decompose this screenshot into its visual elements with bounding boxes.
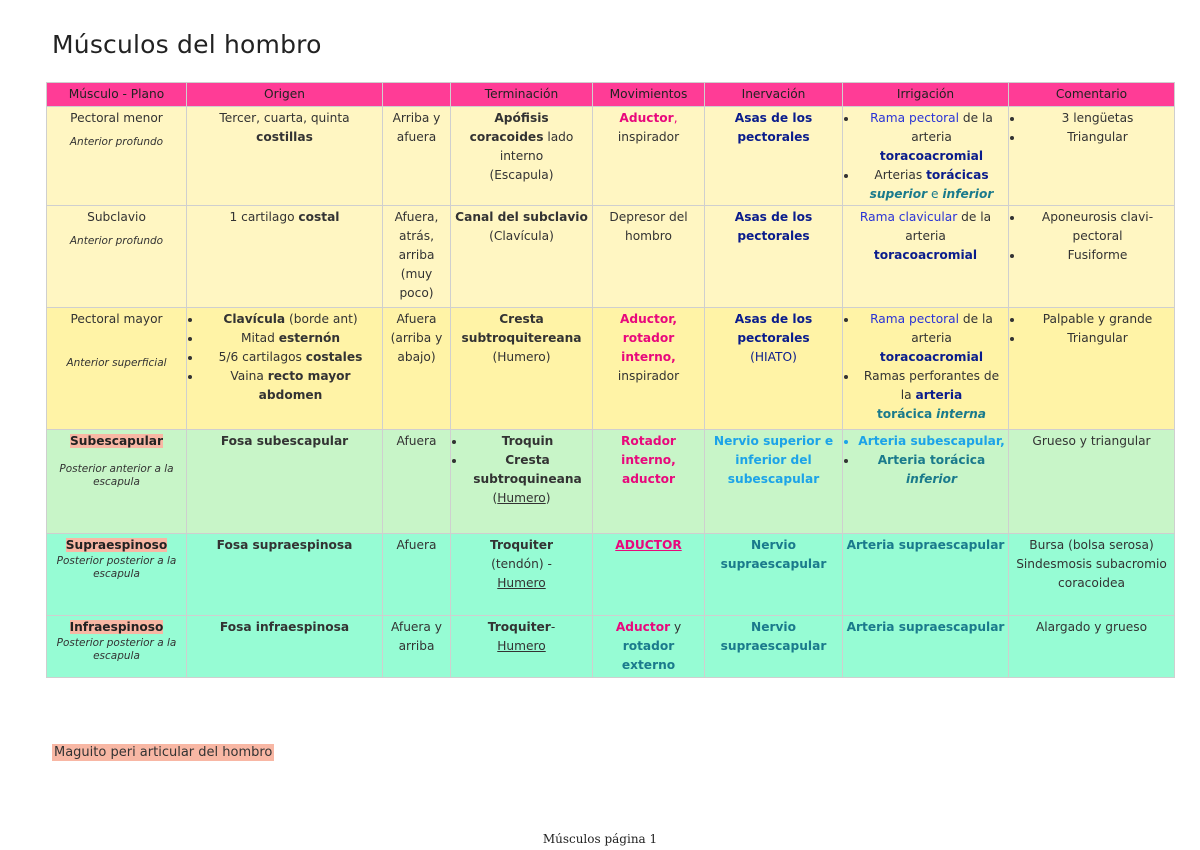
cell-musculo bbox=[47, 534, 187, 616]
irrigacion-list bbox=[846, 432, 1005, 489]
header-direccion bbox=[383, 83, 451, 107]
cell-musculo bbox=[47, 106, 187, 206]
cell-origen: Tercer, cuarta, quinta costillas bbox=[187, 106, 383, 206]
muscle-plane: Posterior anterior a la escapula bbox=[59, 463, 174, 489]
cell-irrigacion bbox=[843, 430, 1009, 534]
cell-terminacion: Canal del subclavio (Clavícula) bbox=[451, 206, 593, 308]
muscle-plane: Posterior posterior a la escapula bbox=[56, 637, 177, 663]
table-row bbox=[47, 534, 1175, 616]
list-item: • Clavícula (borde ant) bbox=[202, 310, 379, 329]
list-item: • Rama pectoral de la arteria toracoacromial bbox=[858, 310, 1005, 367]
cell-irrigacion: Arteria supraescapular bbox=[843, 616, 1009, 678]
origen-list bbox=[190, 310, 379, 405]
comentario-list bbox=[1012, 208, 1171, 265]
table-row bbox=[47, 106, 1175, 206]
cell-musculo bbox=[47, 308, 187, 430]
cell-irrigacion bbox=[843, 106, 1009, 206]
table-row bbox=[47, 308, 1175, 430]
comentario-list bbox=[1012, 109, 1171, 147]
cell-terminacion: • Troquin • Cresta subtroquineana (Humero) bbox=[451, 430, 593, 534]
cell-inervacion: Asas de los pectorales (HIATO) bbox=[705, 308, 843, 430]
header-musculo: Músculo - Plano bbox=[47, 83, 187, 107]
muscle-plane: Posterior posterior a la escapula bbox=[56, 555, 177, 581]
cell-movimientos: ADUCTOR bbox=[593, 534, 705, 616]
cell-movimientos: Aductor, rotador interno, inspirador bbox=[593, 308, 705, 430]
cell-musculo bbox=[47, 206, 187, 308]
list-item: • Vaina recto mayor abdomen bbox=[202, 367, 379, 405]
cell-movimientos: Depresor del hombro bbox=[593, 206, 705, 308]
list-item: • Triangular bbox=[1024, 128, 1171, 147]
cell-musculo bbox=[47, 430, 187, 534]
cell-comentario: Grueso y triangular bbox=[1009, 430, 1175, 534]
muscle-name: Subclavio bbox=[87, 210, 146, 225]
cell-direccion: Afuera bbox=[383, 430, 451, 534]
table-header-row bbox=[47, 83, 1175, 107]
cell-movimientos: Rotador interno, aductor bbox=[593, 430, 705, 534]
muscle-name: Pectoral menor bbox=[70, 110, 163, 125]
list-item: • Arterias torácicas superior e inferior bbox=[858, 166, 1005, 204]
cell-irrigacion: Rama clavicular de la arteria toracoacromial bbox=[843, 206, 1009, 308]
highlighted-note: Maguito peri articular del hombro bbox=[54, 745, 273, 760]
list-item: • Troquin bbox=[466, 432, 589, 451]
header-comentario: Comentario bbox=[1009, 83, 1175, 107]
list-item: • Triangular bbox=[1024, 329, 1171, 348]
cell-inervacion: Nervio supraescapular bbox=[705, 534, 843, 616]
muscle-plane: Anterior profundo bbox=[69, 235, 164, 248]
table-row bbox=[47, 206, 1175, 308]
cell-origen: Fosa infraespinosa bbox=[187, 616, 383, 678]
cell-terminacion: Cresta subtroquitereana (Humero) bbox=[451, 308, 593, 430]
cell-origen: Fosa supraespinosa bbox=[187, 534, 383, 616]
list-item: • Cresta subtroquineana bbox=[466, 451, 589, 489]
header-irrigacion: Irrigación bbox=[843, 83, 1009, 107]
muscle-name: Pectoral mayor bbox=[70, 312, 163, 327]
header-origen: Origen bbox=[187, 83, 383, 107]
list-item: • Rama pectoral de la arteria toracoacromial bbox=[858, 109, 1005, 166]
list-item: • Ramas perforantes de la arteria torácica interna bbox=[858, 367, 1005, 424]
muscle-name: Infraespinoso bbox=[69, 620, 164, 635]
cell-comentario bbox=[1009, 308, 1175, 430]
list-item: • Arteria subescapular, bbox=[858, 432, 1005, 451]
cell-comentario bbox=[1009, 206, 1175, 308]
page-title: Músculos del hombro bbox=[52, 30, 322, 59]
list-item: • Aponeurosis clavi-pectoral bbox=[1024, 208, 1171, 246]
cell-direccion: Afuera, atrás, arriba (muy poco) bbox=[383, 206, 451, 308]
cell-comentario: Alargado y grueso bbox=[1009, 616, 1175, 678]
cell-comentario: Bursa (bolsa serosa) Sindesmosis subacromio coracoidea bbox=[1009, 534, 1175, 616]
list-item: • Mitad esternón bbox=[202, 329, 379, 348]
cell-direccion: Afuera (arriba y abajo) bbox=[383, 308, 451, 430]
cell-inervacion: Nervio superior e inferior del subescapular bbox=[705, 430, 843, 534]
page-footer: Músculos página 1 bbox=[542, 832, 658, 846]
cell-inervacion: Asas de los pectorales bbox=[705, 106, 843, 206]
list-item: • Fusiforme bbox=[1024, 246, 1171, 265]
list-item: • 5/6 cartilagos costales bbox=[202, 348, 379, 367]
cell-direccion: Arriba y afuera bbox=[383, 106, 451, 206]
list-item: • Palpable y grande bbox=[1024, 310, 1171, 329]
list-item: • Arteria torácica inferior bbox=[858, 451, 1005, 489]
cell-inervacion: Asas de los pectorales bbox=[705, 206, 843, 308]
muscle-name: Subescapular bbox=[70, 434, 163, 449]
muscles-table bbox=[46, 82, 1175, 678]
cell-origen: 1 cartilago costal bbox=[187, 206, 383, 308]
muscle-plane: Anterior profundo bbox=[69, 135, 164, 148]
cell-direccion: Afuera y arriba bbox=[383, 616, 451, 678]
cell-movimientos: Aductor y rotador externo bbox=[593, 616, 705, 678]
table-row bbox=[47, 430, 1175, 534]
irrigacion-list bbox=[846, 310, 1005, 423]
terminacion-list bbox=[454, 432, 589, 489]
cell-terminacion: Troquiter- Humero bbox=[451, 616, 593, 678]
irrigacion-list bbox=[846, 109, 1005, 204]
cell-comentario bbox=[1009, 106, 1175, 206]
cell-movimientos: Aductor, inspirador bbox=[593, 106, 705, 206]
comentario-list bbox=[1012, 310, 1171, 348]
cell-origen: Fosa subescapular bbox=[187, 430, 383, 534]
cell-inervacion: Nervio supraescapular bbox=[705, 616, 843, 678]
cell-terminacion: Apófisis coracoides lado interno (Escapula) bbox=[451, 106, 593, 206]
cell-direccion: Afuera bbox=[383, 534, 451, 616]
header-terminacion: Terminación bbox=[451, 83, 593, 107]
table-row bbox=[47, 616, 1175, 678]
cell-terminacion: Troquiter (tendón) - Humero bbox=[451, 534, 593, 616]
list-item: • 3 lengüetas bbox=[1024, 109, 1171, 128]
cell-origen bbox=[187, 308, 383, 430]
header-movimientos: Movimientos bbox=[593, 83, 705, 107]
muscle-name: Supraespinoso bbox=[65, 538, 168, 553]
cell-irrigacion: Arteria supraescapular bbox=[843, 534, 1009, 616]
cell-musculo bbox=[47, 616, 187, 678]
cell-irrigacion bbox=[843, 308, 1009, 430]
header-inervacion: Inervación bbox=[705, 83, 843, 107]
muscle-plane: Anterior superficial bbox=[66, 357, 167, 370]
